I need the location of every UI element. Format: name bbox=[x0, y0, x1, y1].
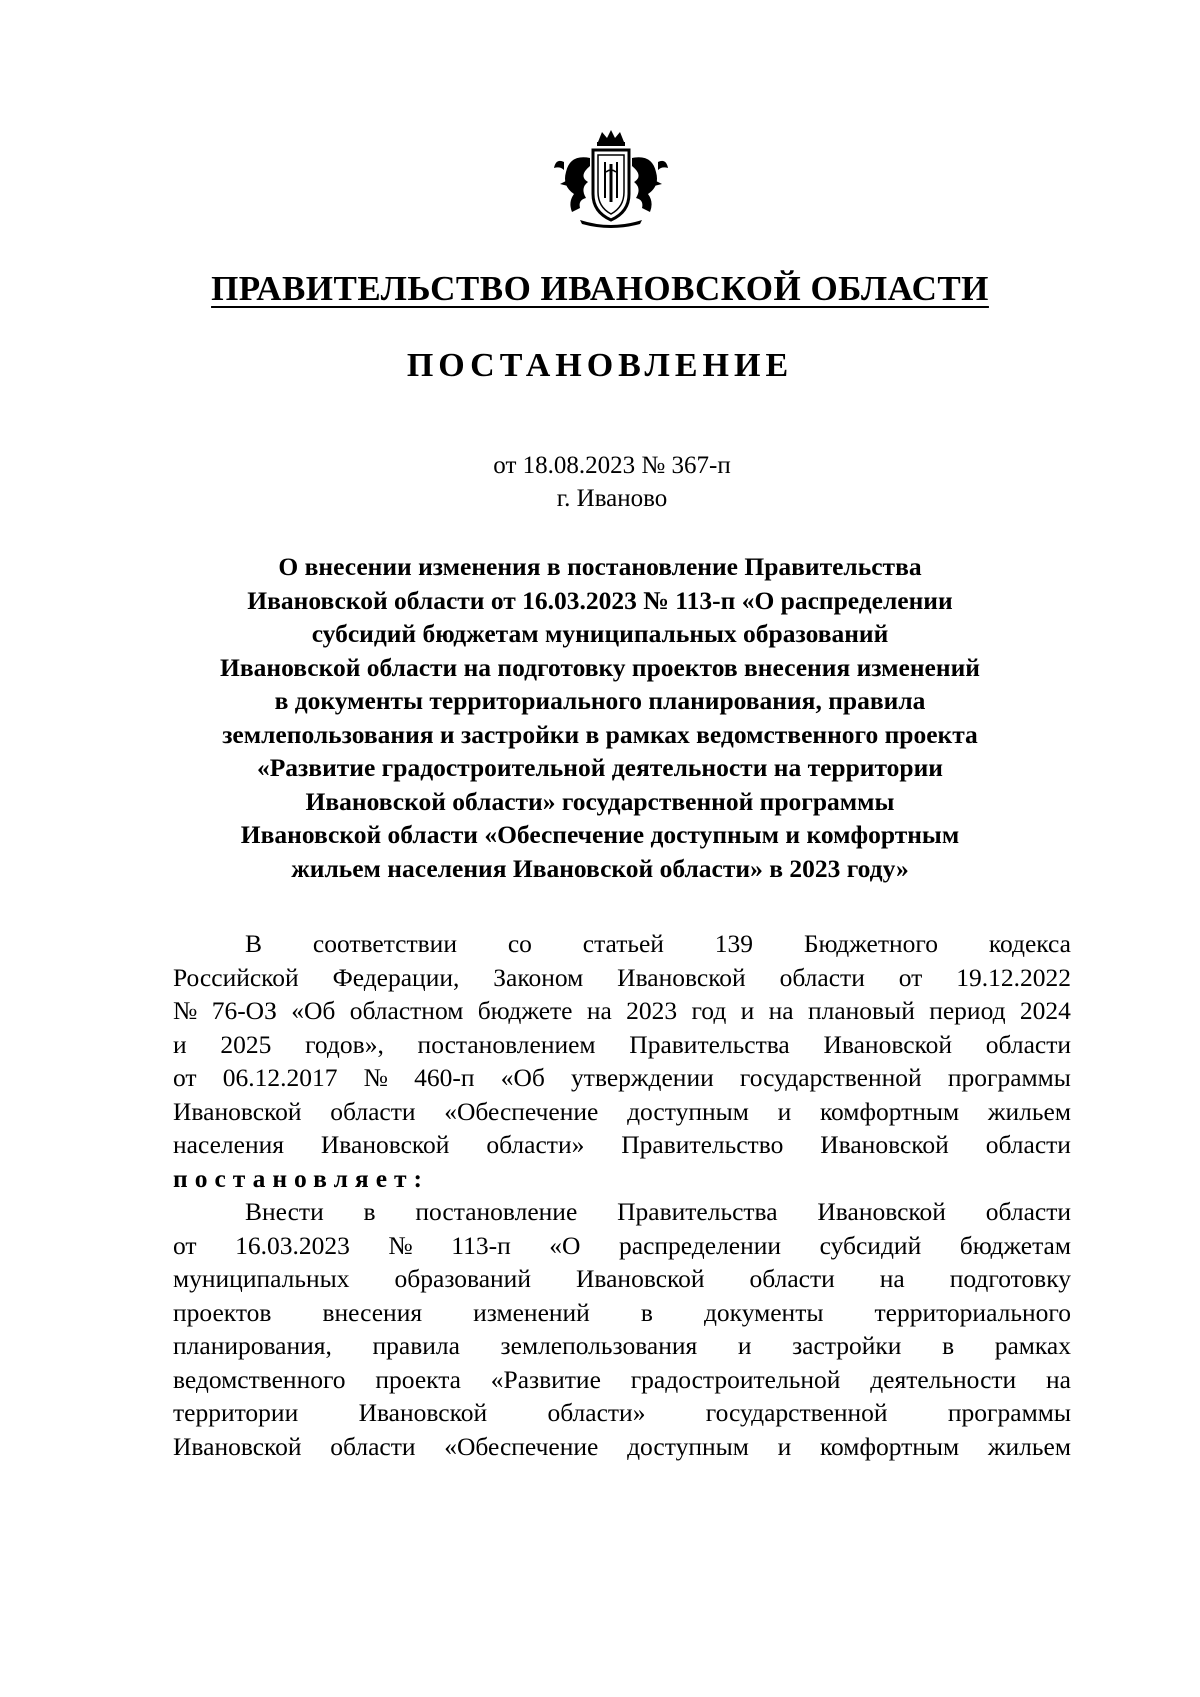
word: от bbox=[173, 1063, 197, 1092]
word: № bbox=[388, 1230, 413, 1260]
organization-title: ПРАВИТЕЛЬСТВО ИВАНОВСКОЙ ОБЛАСТИ bbox=[211, 269, 989, 308]
word: субсидий bbox=[819, 1230, 922, 1260]
word: Ивановской bbox=[173, 1431, 302, 1461]
word: в bbox=[942, 1331, 955, 1360]
word: 113-п bbox=[451, 1230, 511, 1260]
word: № bbox=[173, 996, 198, 1025]
word: и bbox=[737, 1331, 752, 1360]
word: постановлением bbox=[417, 1029, 596, 1059]
word: 06.12.2017 bbox=[222, 1063, 338, 1092]
word: Правительства bbox=[629, 1029, 790, 1059]
word: и bbox=[740, 996, 755, 1025]
word: территориального bbox=[874, 1297, 1071, 1327]
word: бюджете bbox=[477, 996, 573, 1025]
body-line bbox=[173, 1329, 1071, 1363]
word: Ивановской bbox=[173, 1096, 302, 1126]
subject-line: Ивановской области от 16.03.2023 № 113-п «О распределении bbox=[247, 585, 953, 615]
word: соответствии bbox=[312, 929, 457, 958]
word: кодекса bbox=[988, 929, 1071, 958]
word: населения bbox=[173, 1130, 284, 1159]
word: распределении bbox=[619, 1230, 782, 1260]
word: Российской bbox=[173, 962, 299, 992]
word: внесения bbox=[322, 1297, 423, 1327]
word: жильем bbox=[987, 1096, 1071, 1126]
body-line bbox=[173, 1028, 1071, 1062]
body-line bbox=[173, 1195, 1071, 1229]
subject-line: субсидий бюджетам муниципальных образований bbox=[311, 619, 889, 648]
word: государственной bbox=[739, 1063, 922, 1092]
word: «Обеспечение bbox=[444, 1431, 599, 1461]
word: и bbox=[173, 1029, 187, 1059]
word: «О bbox=[549, 1230, 581, 1260]
word: на bbox=[1046, 1364, 1071, 1394]
body-line bbox=[173, 1095, 1071, 1129]
word: программы bbox=[947, 1398, 1071, 1427]
word: статьей bbox=[582, 929, 664, 958]
body-line bbox=[173, 1128, 1071, 1162]
word: документы bbox=[703, 1297, 824, 1327]
word: области bbox=[330, 1431, 416, 1461]
word: 19.12.2022 bbox=[956, 962, 1071, 992]
subject-line: «Развитие градостроительной деятельности на территории bbox=[256, 753, 943, 782]
word: Ивановской bbox=[823, 1029, 953, 1059]
word: № bbox=[363, 1063, 388, 1092]
word: и bbox=[777, 1431, 792, 1461]
body-line bbox=[173, 961, 1071, 995]
subject-line: землепользования и застройки в рамках ведомственного проекта bbox=[222, 719, 978, 749]
word: 2025 bbox=[220, 1029, 272, 1059]
word: проекта bbox=[375, 1364, 461, 1394]
word: правила bbox=[372, 1331, 460, 1360]
subject-line: Ивановской области на подготовку проектов внесения изменений bbox=[220, 652, 980, 682]
word: 76-ОЗ bbox=[211, 996, 277, 1025]
word: области bbox=[330, 1096, 416, 1126]
word: деятельности bbox=[870, 1364, 1017, 1394]
word: проектов bbox=[173, 1297, 272, 1327]
word: 460-п bbox=[414, 1063, 475, 1092]
word: области bbox=[985, 1029, 1071, 1059]
word: программы bbox=[947, 1063, 1071, 1092]
word: Ивановской bbox=[820, 1130, 949, 1159]
body-line bbox=[173, 1396, 1071, 1430]
word: области bbox=[985, 1130, 1071, 1159]
word: рамках bbox=[994, 1331, 1071, 1360]
word: год bbox=[691, 996, 727, 1025]
word: землепользования bbox=[500, 1331, 698, 1360]
coat-of-arms-icon bbox=[550, 128, 672, 230]
word: в bbox=[640, 1297, 653, 1327]
word: Внести bbox=[245, 1197, 324, 1226]
word: годов», bbox=[305, 1029, 384, 1059]
word: Законом bbox=[493, 962, 584, 992]
document-body bbox=[173, 927, 1071, 1463]
body-line bbox=[173, 1296, 1071, 1330]
word: Ивановской bbox=[617, 962, 746, 992]
document-meta bbox=[0, 449, 1200, 515]
word: на bbox=[586, 996, 612, 1025]
word: Бюджетного bbox=[803, 929, 938, 958]
word: постановление bbox=[415, 1197, 578, 1226]
word: Правительство bbox=[621, 1130, 784, 1159]
word: Федерации, bbox=[332, 962, 460, 992]
subject-line: Ивановской области «Обеспечение доступным и комфортным bbox=[240, 820, 960, 849]
word: Правительства bbox=[617, 1197, 778, 1226]
body-line bbox=[173, 1061, 1071, 1095]
body-line bbox=[173, 927, 1071, 961]
word: 16.03.2023 bbox=[235, 1230, 350, 1260]
word: со bbox=[507, 929, 532, 958]
document-subject bbox=[140, 550, 1060, 885]
word: образований bbox=[394, 1264, 531, 1293]
word: 139 bbox=[714, 929, 754, 958]
word: на bbox=[879, 1264, 905, 1293]
word: области bbox=[779, 962, 865, 992]
word: комфортным bbox=[819, 1096, 960, 1126]
word: утверждении bbox=[571, 1063, 714, 1092]
word: области» bbox=[486, 1130, 585, 1159]
subject-line: жильем населения Ивановской области» в 2023 году» bbox=[291, 853, 909, 883]
word: Ивановской bbox=[358, 1398, 488, 1427]
word: государственной bbox=[705, 1398, 888, 1427]
document-type: ПОСТАНОВЛЕНИЕ bbox=[406, 347, 794, 384]
body-line bbox=[173, 1430, 1071, 1464]
word: планирования, bbox=[173, 1331, 332, 1360]
word: ведомственного bbox=[173, 1364, 346, 1394]
date-and-number: от 18.08.2023 № 367-п bbox=[493, 452, 731, 479]
decree-word: постановляет: bbox=[173, 1163, 430, 1193]
body-line bbox=[173, 1229, 1071, 1263]
city: г. Иваново bbox=[556, 485, 668, 512]
word: бюджетам bbox=[959, 1230, 1071, 1260]
subject-line: в документы территориального планирования, правила bbox=[274, 686, 926, 715]
body-line bbox=[173, 1262, 1071, 1296]
word: доступным bbox=[627, 1431, 749, 1461]
word: 2023 bbox=[626, 996, 678, 1025]
word: Ивановской bbox=[575, 1264, 705, 1293]
word: В bbox=[245, 929, 263, 958]
word: на bbox=[768, 996, 794, 1025]
word: Ивановской bbox=[320, 1130, 450, 1159]
body-line bbox=[173, 1363, 1071, 1397]
word: от bbox=[898, 962, 923, 992]
word: подготовку bbox=[949, 1264, 1071, 1293]
word: изменений bbox=[473, 1297, 590, 1327]
word: «Развитие bbox=[490, 1364, 601, 1394]
word: области bbox=[985, 1197, 1071, 1226]
word: области» bbox=[547, 1398, 646, 1427]
word: доступным bbox=[627, 1096, 749, 1126]
word: жильем bbox=[987, 1431, 1071, 1461]
word: в bbox=[363, 1197, 376, 1226]
word: «Об bbox=[500, 1063, 545, 1092]
decree-line bbox=[173, 1162, 1071, 1196]
word: и bbox=[777, 1096, 792, 1126]
word: территории bbox=[173, 1398, 299, 1427]
subject-line: О внесении изменения в постановление Правительства bbox=[278, 552, 922, 581]
word: плановый bbox=[807, 996, 915, 1025]
word: градостроительной bbox=[630, 1364, 841, 1394]
word: «Обеспечение bbox=[444, 1096, 599, 1126]
body-line bbox=[173, 994, 1071, 1028]
word: области bbox=[749, 1264, 835, 1293]
word: Ивановской bbox=[817, 1197, 946, 1226]
word: областном bbox=[349, 996, 464, 1025]
word: муниципальных bbox=[173, 1264, 350, 1293]
word: период bbox=[929, 996, 1006, 1025]
subject-line: Ивановской области» государственной программы bbox=[305, 786, 895, 816]
word: 2024 bbox=[1019, 996, 1071, 1025]
word: «Об bbox=[291, 996, 336, 1025]
word: комфортным bbox=[819, 1431, 960, 1461]
word: от bbox=[173, 1230, 197, 1260]
word: застройки bbox=[792, 1331, 902, 1360]
